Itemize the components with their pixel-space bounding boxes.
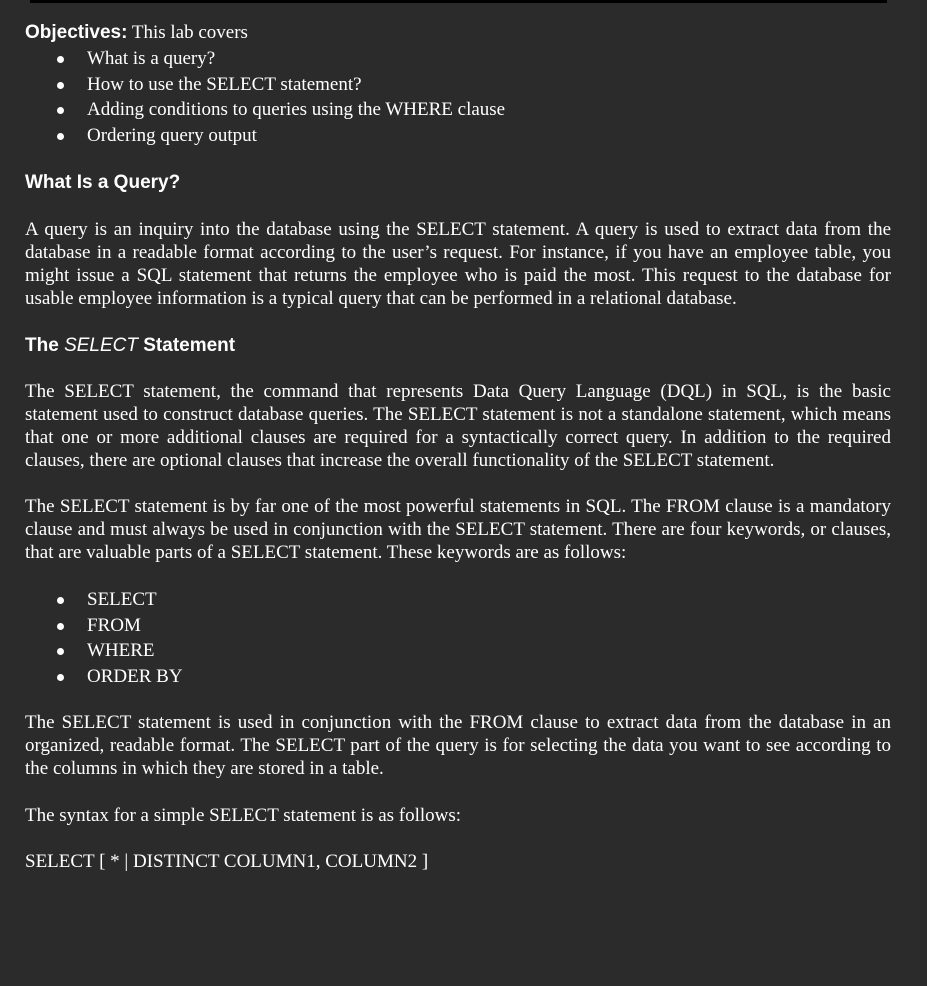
keyword-text: ORDER BY [87,665,183,687]
list-item [25,97,891,123]
list-item [25,72,891,98]
bullet-icon [57,107,64,114]
objectives-list [25,46,891,148]
bullet-icon [57,82,64,89]
bullet-icon [57,623,64,630]
bullet-icon [57,648,64,655]
keyword-text: FROM [87,614,141,636]
document-content [25,18,891,873]
select-paragraph-4: The syntax for a simple SELECT statement is as follows: [25,805,462,826]
keyword-text: WHERE [87,640,155,661]
list-item [25,587,891,613]
top-border-bar [30,0,887,3]
list-item [25,46,891,72]
select-syntax: SELECT [ * | DISTINCT COLUMN1, COLUMN2 ] [25,851,429,872]
objectives-intro: This lab covers [127,22,248,43]
select-heading-prefix: The [25,335,65,356]
keyword-text: SELECT [87,589,157,610]
objectives-label: Objectives: [25,22,128,43]
select-paragraph-3: The SELECT statement is used in conjunction with the FROM clause to extract data from the database in an organized, readable format. The SELECT part of the query is for selecting the data you want to see according to the columns in which they are stored in a table. [25,712,891,779]
list-item [25,664,891,690]
list-item [25,613,891,639]
query-paragraph: A query is an inquiry into the database using the SELECT statement. A query is used to extract data from the database in a readable format according to the user’s request. For instance, if you have an employee table, you might issue a SQL statement that returns the employee who is paid the most. This request to the database for usable employee information is a typical query that can be performed in a relational database. [25,219,891,309]
select-paragraph-1: The SELECT statement, the command that represents Data Query Language (DQL) in SQL, is the basic statement used to construct database queries. The SELECT statement is not a standalone statement, which means that one or more additional clauses are required for a syntactically correct query. In addition to the required clauses, there are optional clauses that increase the overall functionality of the SELECT statement. [25,381,891,471]
objectives-line [25,20,891,46]
bullet-icon [57,56,64,63]
select-heading-suffix: Statement [137,335,236,356]
keywords-list [25,587,891,689]
select-paragraph-2: The SELECT statement is by far one of the most powerful statements in SQL. The FROM clause is a mandatory clause and must always be used in conjunction with the SELECT statement. There are four keywords, or clauses, that are valuable parts of a SELECT statement. These keywords are as follows: [25,496,891,563]
query-heading: What Is a Query? [25,172,181,193]
bullet-icon [57,133,64,140]
objective-text: What is a query? [87,48,216,69]
objective-text: How to use the SELECT statement? [87,73,362,95]
objective-text: Adding conditions to queries using the WHERE clause [87,99,506,120]
bullet-icon [57,597,64,604]
list-item [25,638,891,664]
bullet-icon [57,674,64,681]
select-heading [25,334,891,358]
select-heading-keyword: SELECT [64,335,138,356]
list-item [25,123,891,149]
objective-text: Ordering query output [87,124,257,146]
